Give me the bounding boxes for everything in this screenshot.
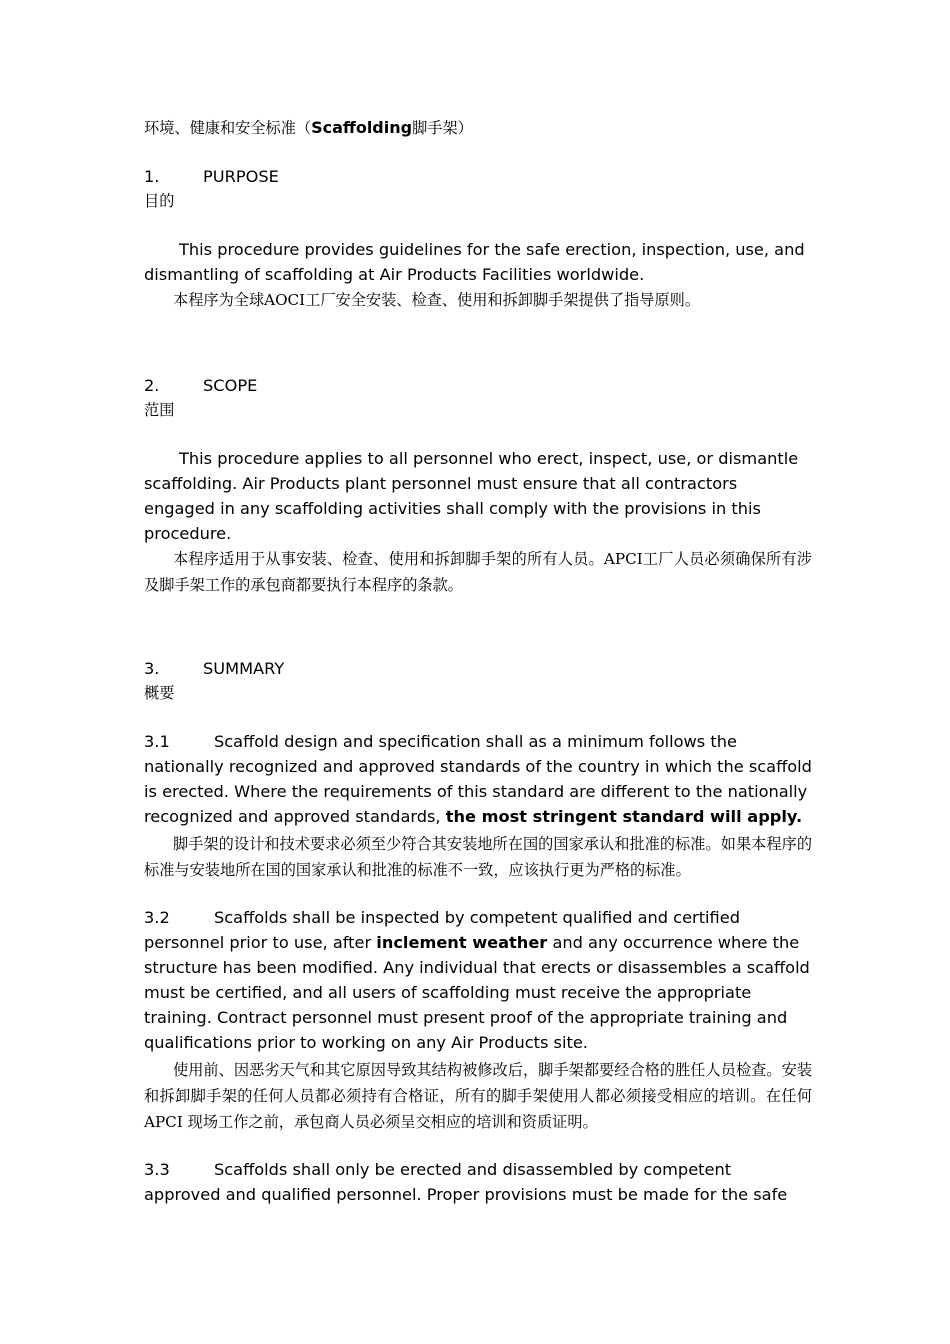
section-heading-summary <box>144 656 812 681</box>
item-number: 3.1 <box>144 732 170 751</box>
section-heading-purpose <box>144 164 812 189</box>
section-number: 3. <box>144 659 160 678</box>
emphasis: the most stringent standard will apply. <box>445 807 803 826</box>
section-title: SCOPE <box>203 376 258 395</box>
section-heading-scope <box>144 373 812 398</box>
section-title: PURPOSE <box>203 167 279 186</box>
item-3-3-en: 3.3 Scaffolds shall only be erected and disassembled by competent approved and qualified personnel. Proper provisions must be made for the safe <box>144 1157 812 1207</box>
document-page <box>144 116 812 1207</box>
paragraph-en: This procedure applies to all personnel who erect, inspect, use, or dismantle scaffolding. Air Products plant personnel must ensure that all contractors engaged in any scaffolding activities shall comply with the provisions in this procedure. <box>144 449 799 543</box>
item-3-2-en: 3.2 Scaffolds shall be inspected by competent qualified and certified personnel prior to use, after inclement weather and any occurrence where the structure has been modified. Any individual that erects or disassembles a scaffold must be certified, and all users of scaffolding must receive the appropriate training. Contract personnel must present proof of the appropriate training and qualifications prior to working on any Air Products site. <box>144 905 812 1055</box>
section-heading-zh: 概要 <box>144 684 175 702</box>
item-3-1-zh: 脚手架的设计和技术要求必须至少符合其安装地所在国的国家承认和批准的标准。如果本程序的标准与安装地所在国的国家承认和批准的标准不一致，应该执行更为严格的标准。 <box>144 835 812 879</box>
section-title: SUMMARY <box>203 659 285 678</box>
section-number: 2. <box>144 376 160 395</box>
document-title: 环境、健康和安全标准（Scaffolding脚手架） <box>144 118 473 137</box>
section-heading-zh: 目的 <box>144 192 175 210</box>
item-number: 3.3 <box>144 1160 170 1179</box>
section-heading-zh: 范围 <box>144 401 175 419</box>
section-number: 1. <box>144 167 160 186</box>
paragraph-zh: 本程序为全球AOCI工厂安全安装、检查、使用和拆卸脚手架提供了指导原则。 <box>173 291 701 309</box>
paragraph-en: This procedure provides guidelines for the safe erection, inspection, use, and dismantling of scaffolding at Air Products Facilities worldwide. <box>144 240 805 284</box>
emphasis: inclement weather <box>376 933 548 952</box>
paragraph-zh: 本程序适用于从事安装、检查、使用和拆卸脚手架的所有人员。APCI工厂人员必须确保所有涉及脚手架工作的承包商都要执行本程序的条款。 <box>144 550 812 594</box>
item-number: 3.2 <box>144 908 170 927</box>
item-3-2-zh: 使用前、因恶劣天气和其它原因导致其结构被修改后，脚手架都要经合格的胜任人员检查。安装和拆卸脚手架的任何人员都必须持有合格证，所有的脚手架使用人都必须接受相应的培训。在任何APCI 现场工作之前，承包商人员必须呈交相应的培训和资质证明。 <box>144 1061 812 1131</box>
item-3-1-en: 3.1 Scaffold design and specification shall as a minimum follows the nationally recognized and approved standards of the country in which the scaffold is erected. Where the requirements of this standard are different to the nationally recognized and approved standards, the most stringent standard will apply. <box>144 729 812 829</box>
